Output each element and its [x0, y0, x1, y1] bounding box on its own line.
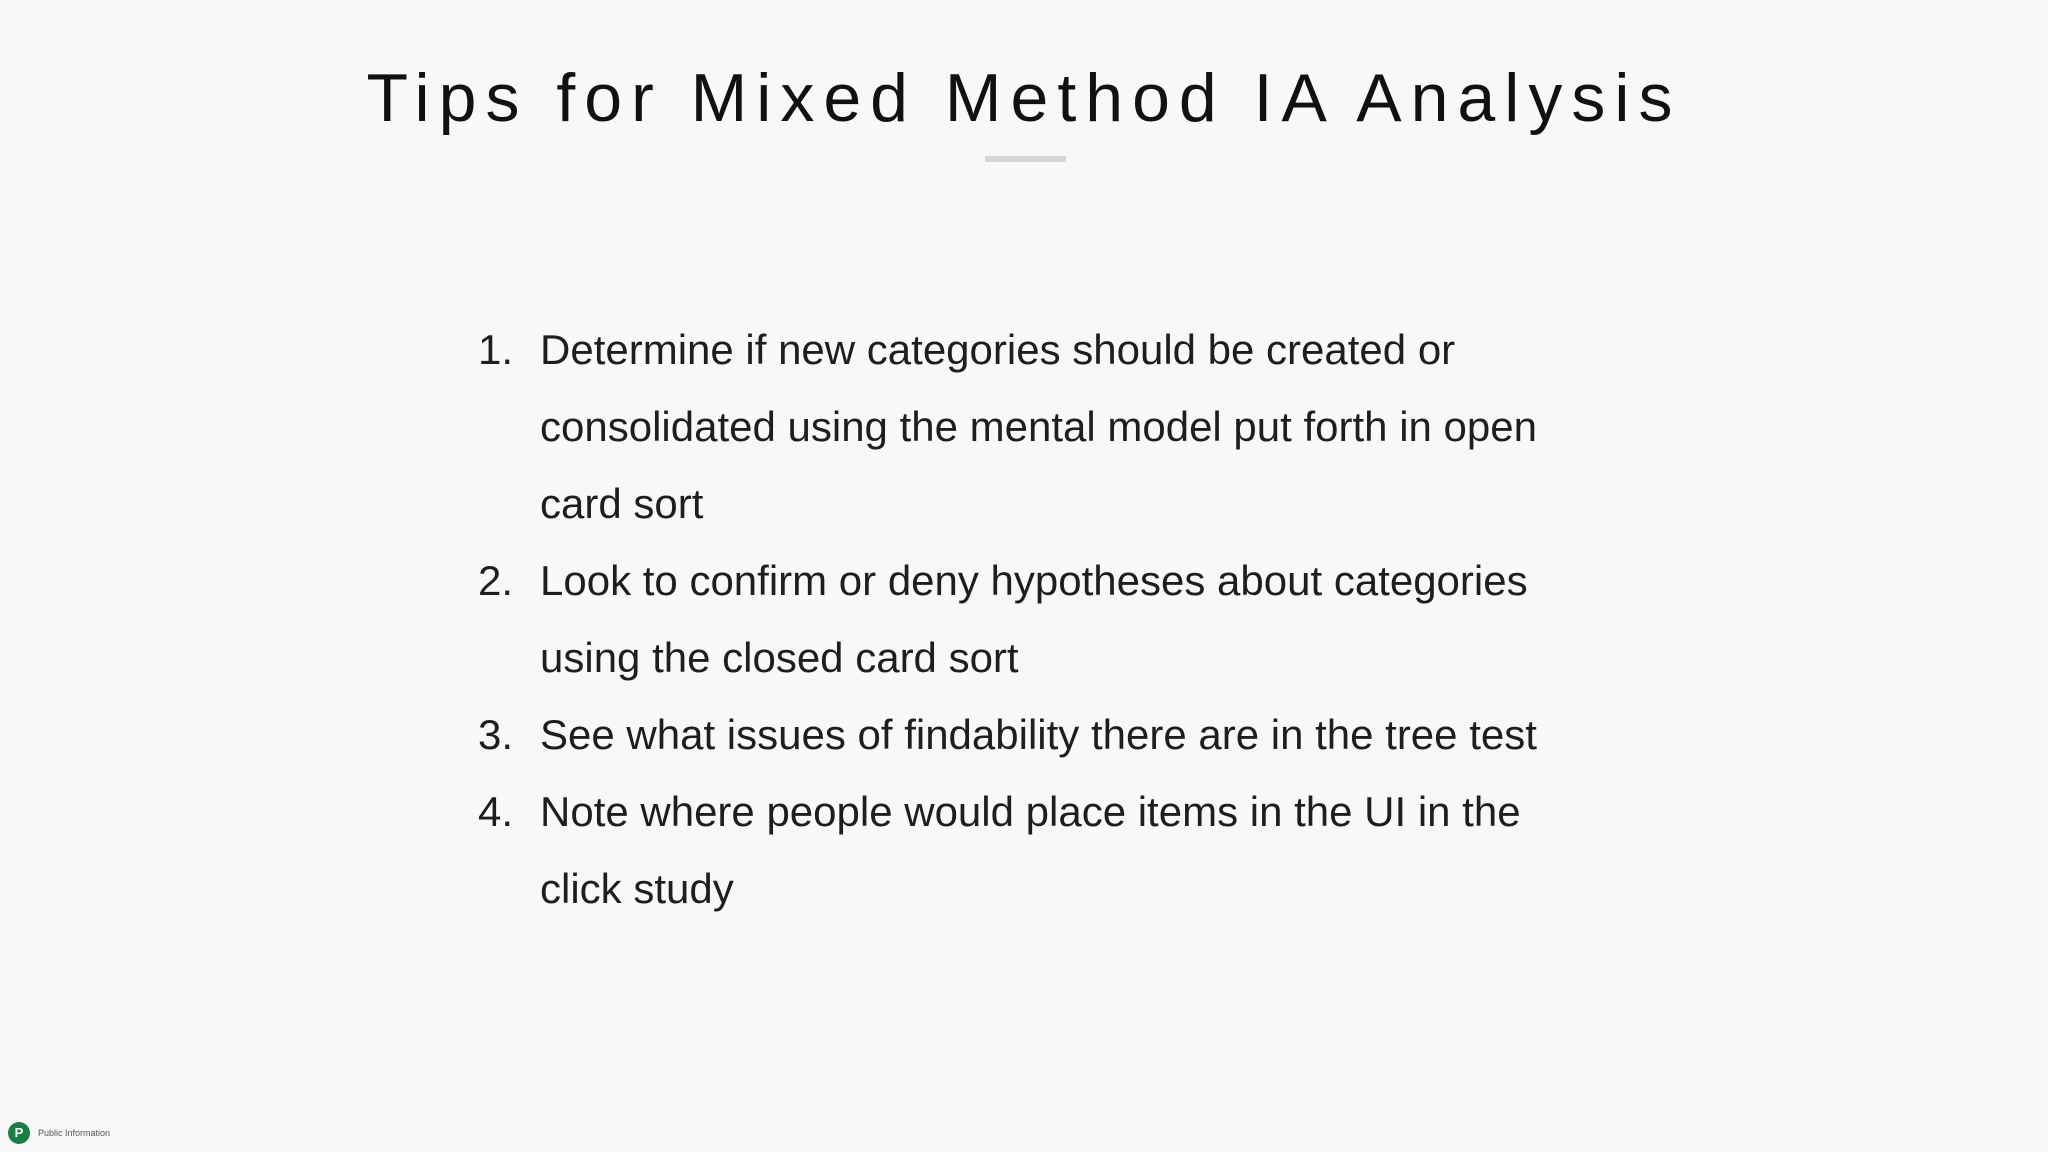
tips-list	[470, 311, 1610, 927]
classification-footer	[8, 1122, 110, 1144]
title-underline	[985, 156, 1066, 162]
list-item	[470, 542, 1610, 696]
list-item-number: 1.	[478, 326, 514, 373]
classification-badge-icon: P	[8, 1122, 30, 1144]
list-item	[470, 773, 1610, 927]
classification-label: Public Information	[38, 1128, 111, 1138]
list-item-text: Note where people would place items in the UI in the click study	[540, 788, 1521, 912]
list-item-number: 2.	[478, 557, 514, 604]
list-item-number: 4.	[478, 788, 514, 835]
slide-title: Tips for Mixed Method IA Analysis	[366, 60, 1682, 136]
list-item	[470, 311, 1610, 542]
list-item	[470, 696, 1610, 773]
list-item-text: See what issues of findability there are in the tree test	[540, 711, 1537, 758]
list-item-text: Look to confirm or deny hypotheses about categories using the closed card sort	[540, 557, 1528, 681]
list-item-number: 3.	[478, 711, 514, 758]
list-item-text: Determine if new categories should be created or consolidated using the mental model put forth in open card sort	[540, 326, 1537, 527]
